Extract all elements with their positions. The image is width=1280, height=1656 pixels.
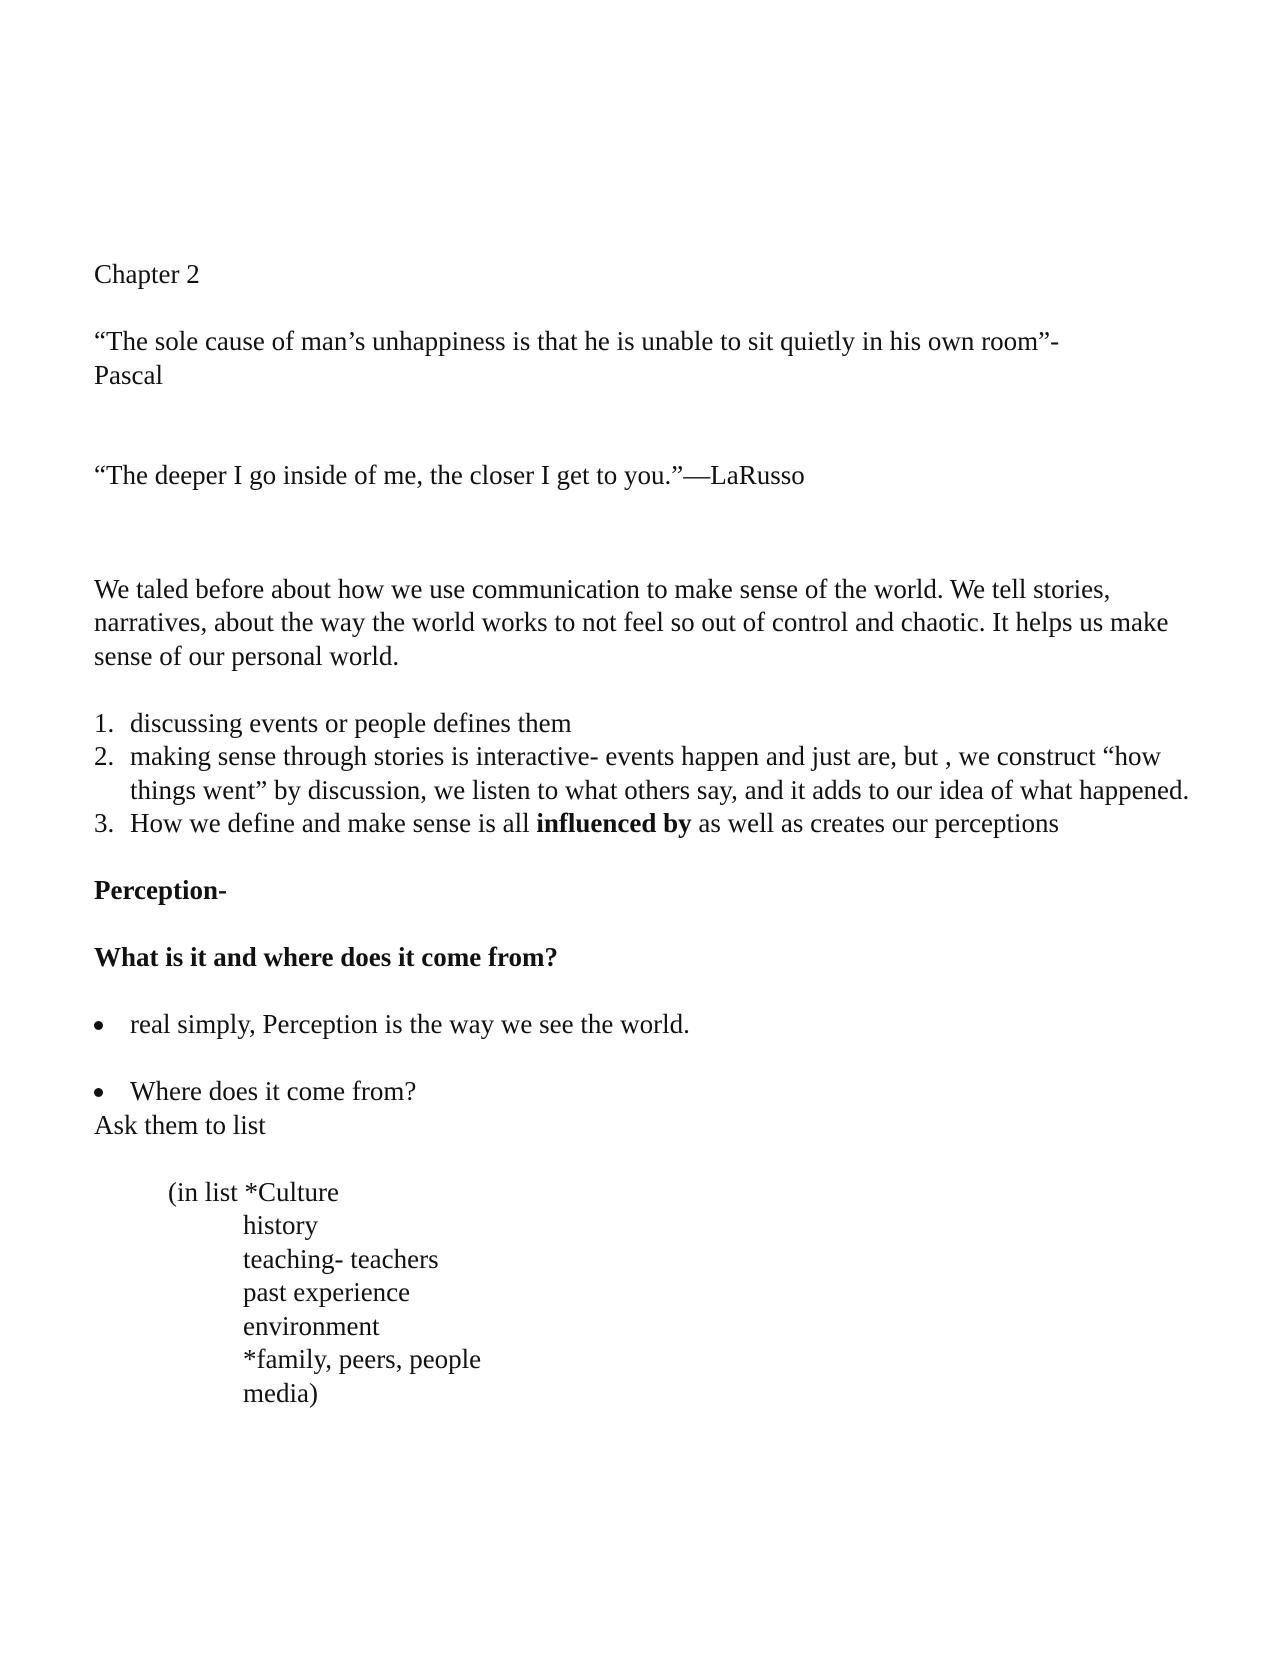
bullet-item (94, 1008, 1204, 1042)
sources-list-first: (in list *Culture (168, 1176, 339, 1207)
numbered-item (94, 807, 1204, 841)
bullet-text: real simply, Perception is the way we see the world. (130, 1009, 690, 1039)
bullet-text: Where does it come from? (130, 1076, 417, 1106)
item-text-pre: How we define and make sense is all (130, 808, 537, 838)
intro-paragraph: We taled before about how we use communication to make sense of the world. We tell stories, narratives, about the way the world works to not feel so out of control and chaotic. It helps us make sense of our personal world. (94, 573, 1169, 671)
heading-perception: Perception- (94, 875, 227, 905)
sources-list-item: teaching- teachers (243, 1243, 439, 1274)
sources-list-item: history (243, 1210, 319, 1240)
sources-list (94, 1176, 1204, 1411)
quote-pascal-line1: “The sole cause of man’s unhappiness is that he is unable to sit quietly in his own room”- (94, 326, 1060, 356)
numbered-item (94, 740, 1204, 807)
bullet-icon (94, 1021, 103, 1030)
numbered-item (94, 707, 1204, 741)
item-number: 1. (94, 707, 115, 738)
item-text: discussing events or people defines them (130, 707, 572, 738)
heading-question: What is it and where does it come from? (94, 942, 558, 972)
chapter-title: Chapter 2 (94, 259, 200, 289)
item-text: making sense through stories is interactive- events happen and just are, but , we construct “how things went” by discussion, we listen to what others say, and it adds to our idea of what happened. (130, 741, 1190, 805)
sources-list-item: environment (243, 1310, 380, 1341)
ask-instruction: Ask them to list (94, 1109, 266, 1140)
bullet-icon (94, 1088, 103, 1097)
bullet-item (94, 1075, 1204, 1109)
quote-pascal-attribution: Pascal (94, 359, 163, 390)
sources-list-item: media) (243, 1377, 318, 1408)
item-text-bold: influenced by (536, 808, 692, 838)
document-page (94, 258, 1204, 1410)
sources-list-item: past experience (243, 1277, 411, 1307)
numbered-list (94, 707, 1204, 841)
item-text-post: as well as creates our perceptions (691, 808, 1060, 838)
item-number: 3. (94, 808, 115, 838)
quote-larusso: “The deeper I go inside of me, the closer I get to you.”—LaRusso (94, 460, 805, 490)
sources-list-item: *family, peers, people (243, 1344, 482, 1374)
item-number: 2. (94, 741, 115, 771)
